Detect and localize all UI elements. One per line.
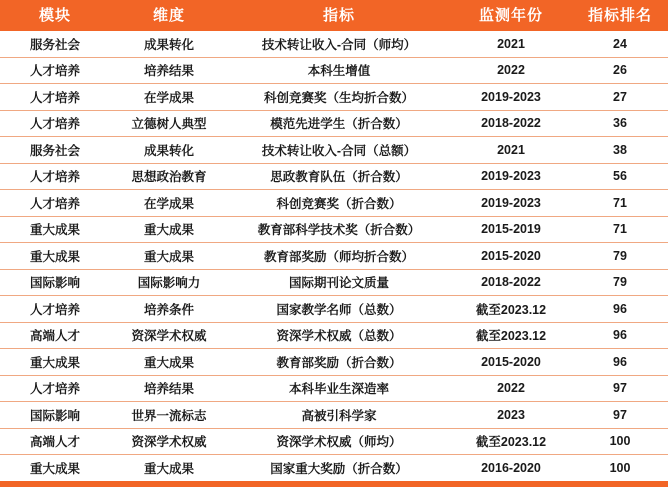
cell-module: 重大成果 (0, 349, 110, 376)
cell-module: 人才培养 (0, 84, 110, 111)
cell-indicator: 技术转让收入-合同（师均） (228, 31, 450, 57)
cell-rank: 56 (572, 163, 668, 190)
table-row (0, 349, 668, 376)
cell-dimension: 重大成果 (110, 349, 228, 376)
cell-module: 重大成果 (0, 216, 110, 243)
cell-indicator: 教育部奖励（折合数） (228, 349, 450, 376)
cell-dimension: 培养结果 (110, 375, 228, 402)
column-header-dimension: 维度 (110, 0, 228, 31)
column-header-rank: 指标排名 (572, 0, 668, 31)
table-header-row (0, 0, 668, 31)
cell-rank: 79 (572, 269, 668, 296)
cell-dimension: 成果转化 (110, 31, 228, 57)
cell-module: 人才培养 (0, 296, 110, 323)
cell-year: 2021 (450, 31, 572, 57)
cell-year: 2015-2020 (450, 349, 572, 376)
cell-rank: 96 (572, 349, 668, 376)
cell-rank: 71 (572, 190, 668, 217)
cell-indicator: 思政教育队伍（折合数） (228, 163, 450, 190)
cell-indicator: 国家教学名师（总数） (228, 296, 450, 323)
cell-rank: 100 (572, 455, 668, 483)
cell-module: 人才培养 (0, 57, 110, 84)
cell-dimension: 国际影响力 (110, 269, 228, 296)
cell-rank: 27 (572, 84, 668, 111)
cell-dimension: 重大成果 (110, 243, 228, 270)
cell-indicator: 资深学术权威（师均） (228, 428, 450, 455)
cell-dimension: 成果转化 (110, 137, 228, 164)
cell-dimension: 重大成果 (110, 455, 228, 483)
cell-module: 高端人才 (0, 322, 110, 349)
cell-year: 2019-2023 (450, 84, 572, 111)
cell-year: 2018-2022 (450, 110, 572, 137)
cell-dimension: 思想政治教育 (110, 163, 228, 190)
cell-dimension: 在学成果 (110, 190, 228, 217)
table-row (0, 190, 668, 217)
cell-year: 2019-2023 (450, 190, 572, 217)
cell-dimension: 培养结果 (110, 57, 228, 84)
cell-module: 国际影响 (0, 269, 110, 296)
table-row (0, 455, 668, 483)
cell-indicator: 资深学术权威（总数） (228, 322, 450, 349)
cell-module: 人才培养 (0, 375, 110, 402)
cell-rank: 96 (572, 296, 668, 323)
cell-indicator: 教育部奖励（师均折合数） (228, 243, 450, 270)
cell-year: 2023 (450, 402, 572, 429)
table-row (0, 375, 668, 402)
cell-indicator: 教育部科学技术奖（折合数） (228, 216, 450, 243)
cell-year: 2022 (450, 57, 572, 84)
table-row (0, 31, 668, 57)
cell-indicator: 本科生增值 (228, 57, 450, 84)
cell-indicator: 高被引科学家 (228, 402, 450, 429)
cell-indicator: 技术转让收入-合同（总额） (228, 137, 450, 164)
cell-dimension: 立德树人典型 (110, 110, 228, 137)
cell-dimension: 世界一流标志 (110, 402, 228, 429)
table-row (0, 163, 668, 190)
table-row (0, 296, 668, 323)
cell-indicator: 本科毕业生深造率 (228, 375, 450, 402)
table-row (0, 269, 668, 296)
cell-indicator: 国家重大奖励（折合数） (228, 455, 450, 483)
cell-module: 服务社会 (0, 31, 110, 57)
table-row (0, 402, 668, 429)
cell-year: 截至2023.12 (450, 428, 572, 455)
cell-year: 2022 (450, 375, 572, 402)
cell-year: 2015-2019 (450, 216, 572, 243)
cell-dimension: 资深学术权威 (110, 322, 228, 349)
cell-rank: 36 (572, 110, 668, 137)
cell-indicator: 模范先进学生（折合数） (228, 110, 450, 137)
table-row (0, 216, 668, 243)
cell-year: 2018-2022 (450, 269, 572, 296)
cell-year: 截至2023.12 (450, 296, 572, 323)
cell-indicator: 科创竞赛奖（生均折合数） (228, 84, 450, 111)
cell-rank: 38 (572, 137, 668, 164)
cell-indicator: 国际期刊论文质量 (228, 269, 450, 296)
cell-year: 截至2023.12 (450, 322, 572, 349)
cell-rank: 26 (572, 57, 668, 84)
cell-year: 2016-2020 (450, 455, 572, 483)
cell-module: 人才培养 (0, 190, 110, 217)
cell-module: 人才培养 (0, 163, 110, 190)
cell-rank: 71 (572, 216, 668, 243)
cell-year: 2019-2023 (450, 163, 572, 190)
cell-module: 重大成果 (0, 455, 110, 483)
table-header (0, 0, 668, 31)
table-row (0, 137, 668, 164)
table-row (0, 110, 668, 137)
cell-dimension: 培养条件 (110, 296, 228, 323)
table-row (0, 322, 668, 349)
cell-dimension: 在学成果 (110, 84, 228, 111)
cell-module: 服务社会 (0, 137, 110, 164)
table-row (0, 428, 668, 455)
column-header-module: 模块 (0, 0, 110, 31)
table-row (0, 84, 668, 111)
column-header-indicator: 指标 (228, 0, 450, 31)
cell-year: 2015-2020 (450, 243, 572, 270)
cell-rank: 96 (572, 322, 668, 349)
cell-module: 重大成果 (0, 243, 110, 270)
cell-rank: 79 (572, 243, 668, 270)
cell-rank: 100 (572, 428, 668, 455)
cell-indicator: 科创竞赛奖（折合数） (228, 190, 450, 217)
column-header-year: 监测年份 (450, 0, 572, 31)
cell-module: 国际影响 (0, 402, 110, 429)
cell-dimension: 重大成果 (110, 216, 228, 243)
table-body (0, 31, 668, 482)
cell-dimension: 资深学术权威 (110, 428, 228, 455)
cell-rank: 97 (572, 402, 668, 429)
cell-module: 高端人才 (0, 428, 110, 455)
table-row (0, 57, 668, 84)
table-row (0, 243, 668, 270)
cell-rank: 24 (572, 31, 668, 57)
cell-year: 2021 (450, 137, 572, 164)
cell-module: 人才培养 (0, 110, 110, 137)
cell-rank: 97 (572, 375, 668, 402)
